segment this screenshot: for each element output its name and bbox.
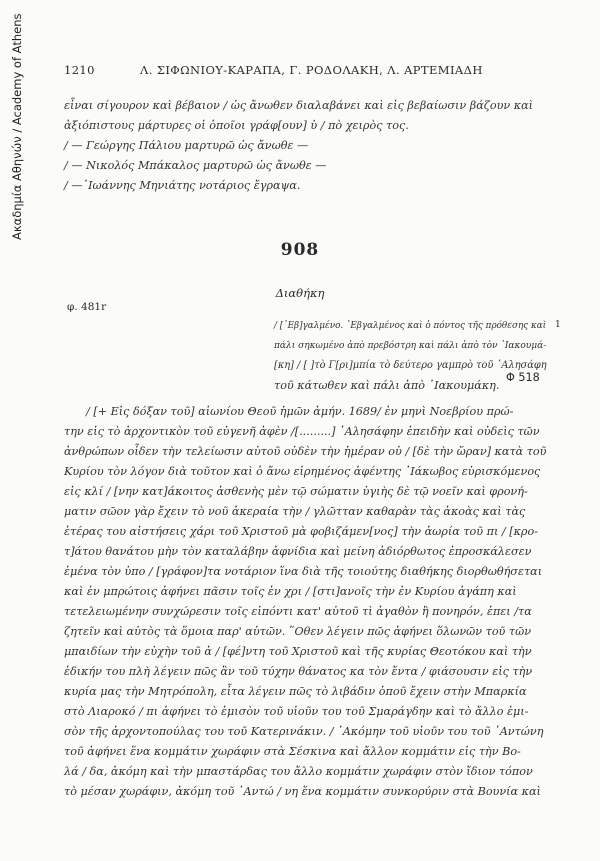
- prev-line: / — Νικολός Μπάκαλος μαρτυρῶ ὡς ἄνωθε —: [64, 159, 327, 172]
- body-line: σὸν τῆς ἀρχοντοπούλας του τοῦ Κατερινάκιν. / ᾿Ακόμην τοῦ υἱοῦν του τοῦ ᾿Αντώνη: [64, 725, 544, 738]
- page-number: 1210: [64, 63, 95, 77]
- prev-line: / —᾿Ιωάννης Μηνιάτης νοτάριος ἔγραψα.: [64, 179, 301, 192]
- body-line: ἐδικήν του πλὴ λέγειν πῶς ἂν τοῦ τύχην θάνατος κα τὸν ἔντα / φιάσουσιν εἰς τὴν: [64, 665, 533, 678]
- side-watermark: Ακαδημία Αθηνών / Academy of Athens: [10, 13, 24, 240]
- body-line: Κυρίου τὸν λόγον διὰ τοῦτον καὶ ὁ ἄνω εἰρημένος ἀφέντης ᾿Ιάκωβος εὑρισκόμενος: [64, 465, 541, 478]
- body-line: ἑτέρας του αἰστήσεις χάρι τοῦ Χριστοῦ μὰ φοβιζάμεν[νος] τὴν ἀωρία τοῦ πι / [κρο-: [64, 525, 539, 538]
- body-line: μπαιδίων τὴν εὐχὴν τοῦ ἀ / [φέ]ντη τοῦ Χριστοῦ καὶ τῆς κυρίας Θεοτόκου καὶ τὴν: [64, 645, 532, 658]
- intro-line: τοῦ κάτωθεν καὶ πάλι ἀπὸ ᾿Ιακουμάκη.: [274, 379, 500, 392]
- prev-line: ἀξιόπιστους μάρτυρες οἱ ὁποῖοι γράφ[ουν] ὑ / πὸ χειρὸς τος.: [64, 119, 409, 132]
- document-number: 908: [280, 240, 320, 260]
- reference-mark: Φ 518: [506, 371, 540, 384]
- body-line: καὶ ἐν μπρώτοις ἀφήνει πᾶσιν τοῖς ἐν χρι / [στι]ανοῖς τὴν ἐν Κυρίου ἀγάπη καὶ: [64, 585, 517, 598]
- body-line: τ]άτου θανάτου μὴν τὸν καταλάβην ἀφνίδια καὶ μείνη ἀδιόρθωτος ἐπροσκάλεσεν: [64, 545, 532, 558]
- body-line: στὸ Λιαροκό / πι ἀφήνει τὸ ἐμισὸν τοῦ υἱοῦν του τοῦ Σμαράγδην καὶ τὸ ἄλλο ἐμι-: [64, 705, 529, 718]
- folio-mark: φ. 481r: [67, 301, 107, 313]
- body-line: ἀνθρώπων οἶδεν τὴν τελείωσιν αὐτοῦ οὐδὲν τὴν ἡμέραν οὐ / [δὲ τὴν ὥραν] κατὰ τοῦ: [64, 445, 547, 458]
- body-line: εἰς κλί / [νην κατ]άκοιτος ἀσθενὴς μὲν τῷ σώματιν ὑγιὴς δὲ τῷ νοεῖν καὶ φρονή-: [64, 485, 528, 498]
- body-line: την εἰς τὸ ἀρχοντικὸν τοῦ εὐγενῆ ἀφὲν /[.........] ᾿Αλησάφην ἐπειδὴν καὶ οὐδεὶς τῶν: [64, 425, 540, 438]
- body-line: ζητεῖν καὶ αὐτὸς τὰ ὅμοια παρ' αὐτῶν. ῞Οθεν λέγειν πῶς ἀφήνει ὅλωνῶν τοῦ τῶν: [64, 625, 532, 638]
- body-line: τοῦ ἀφήνει ἕνα κομμάτιν χωράφιν στὰ Σέσκινα καὶ ἄλλον κομμάτιν εἰς τὴν Βο-: [64, 745, 521, 758]
- body-line: ἐμένα τὸν ὑπο / [γράφον]τα νοτάριον ἵνα διὰ τῆς τοιούτης διαθήκης διορθωθήσεται: [64, 565, 543, 578]
- body-line: λά / δα, ἀκόμη καὶ τὴν μπαστάρδας του ἄλλο κομμάτιν χωράφιν στὸν ἴδιον τόπον: [64, 765, 533, 778]
- intro-line: πάλι σηκωμένο ἀπὸ πρεβόστρη καὶ πάλι ἀπὸ τὸν ᾿Ιακουμά-: [274, 341, 547, 351]
- body-line: τετελειωμένην συνχώρεσιν τοῖς εἰπόντι κατ' αὐτοῦ τὶ ἀγαθὸν ἢ πονηρόν, ἐπει /τα: [64, 605, 532, 618]
- document-title: Διαθήκη: [275, 286, 325, 300]
- margin-footnote-mark: 1: [555, 320, 561, 330]
- page-header: [64, 63, 544, 83]
- intro-line: / [᾿Εβ]γαλμένο. ᾿Εβγαλμένος καὶ ὁ πόντος τῆς πρόθεσης καὶ: [274, 321, 547, 331]
- body-line: ματιν σῶον γὰρ ἔχειν τὸ νοῦ ἀκεραία τὴν / γλῶτταν καθαρὰν τὰς ἀκοὰς καὶ τὰς: [64, 505, 526, 518]
- body-line: κυρία μας τὴν Μητρόπολη, εἶτα λέγειν πῶς τὸ λιβάδιν ὁποῦ ἔχειν στὴν Μπαρκία: [64, 685, 527, 698]
- prev-line: εἶναι σίγουρον καὶ βέβαιον / ὡς ἄνωθεν διαλαβάνει καὶ εἰς βεβαίωσιν βάζουν καὶ: [64, 99, 534, 112]
- body-line: τὸ μέσαν χωράφιν, ἀκόμη τοῦ ᾿Αντώ / νη ἕνα κομμάτιν συνκορύριν στὰ Βουνία καὶ: [64, 785, 541, 798]
- prev-line: / — Γεώργης Πάλιου μαρτυρῶ ὡς ἄνωθε —: [64, 139, 309, 152]
- intro-line: [κη] / [ ]τὸ Γ[ρι]μπία τὸ δεύτερο γαμπρὸ τοῦ ᾿Αλησάφη: [274, 360, 547, 371]
- body-line: / [+ Εἰς δόξαν τοῦ] αἰωνίου Θεοῦ ἡμῶν ἀμήν. 1689/ ἐν μηνὶ Νοεβρίου πρώ-: [86, 405, 514, 418]
- running-head: Λ. ΣΙΦΩΝΙΟΥ-ΚΑΡΑΠΑ, Γ. ΡΟΔΟΛΑΚΗ, Λ. ΑΡΤΕΜΙΑΔΗ: [140, 63, 483, 77]
